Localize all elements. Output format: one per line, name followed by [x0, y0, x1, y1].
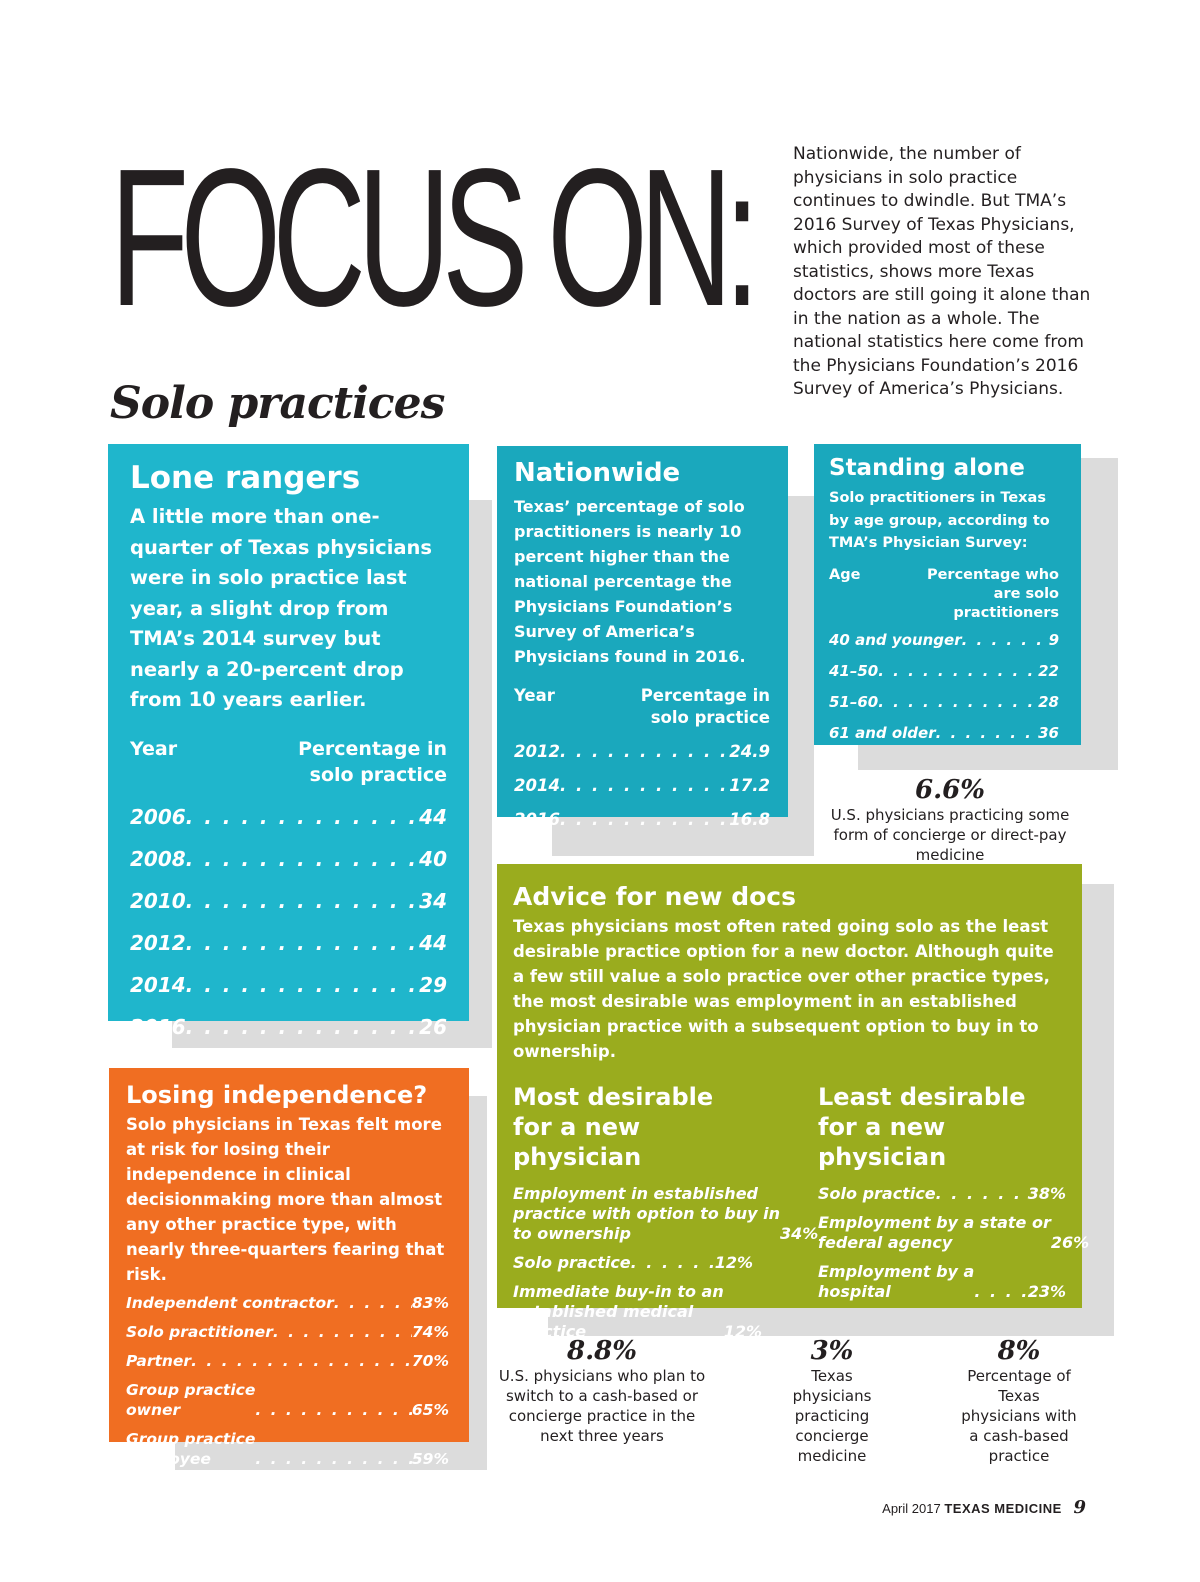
row-value: 34 [419, 888, 447, 913]
dot-leader [186, 888, 419, 914]
row-value: 23% [1027, 1282, 1066, 1301]
dot-leader [974, 1282, 1027, 1302]
dot-leader [560, 775, 729, 797]
row-value: 70% [411, 1352, 449, 1370]
footer-date: April 2017 [882, 1501, 941, 1516]
row-label: 2008 [130, 846, 186, 871]
stat-value: 6.6% [915, 775, 985, 805]
col-percentage: Percentage who are solo practitioners [926, 566, 1059, 621]
standing-alone-rows [829, 630, 1059, 743]
row-label: 2010 [130, 888, 186, 913]
dot-leader [936, 1184, 1028, 1204]
dot-leader [962, 630, 1049, 650]
col-percentage: Percentage in solo practice [298, 737, 447, 786]
row-label: Solo practitioner [126, 1323, 273, 1341]
least-desirable-column [818, 1082, 1090, 1342]
row-label: Employment by a hospital [818, 1262, 975, 1301]
dot-leader [186, 1014, 419, 1040]
row-label: Partner [126, 1352, 192, 1370]
standing-alone-header [829, 566, 1059, 623]
desirability-row [513, 1184, 819, 1244]
lone-rangers-title: Lone rangers [130, 460, 361, 496]
intro-paragraph: Nationwide, the number of physicians in solo practice continues to dwindle. But TMA’s 2016 Survey of Texas Physicians, which provided most of these statistics, shows more Texas doctors are still going it alone than in the nation as a whole. The national statistics here come from the Physicians Foundation’s 2016 Survey of America’s Physicians. [793, 144, 1091, 399]
row-value: 38% [1027, 1184, 1066, 1203]
stat-value: 3% [810, 1336, 854, 1366]
data-row [514, 809, 770, 831]
stat-text: U.S. physicians who plan to switch to a cash-based or concierge practice in the next three years [498, 1367, 706, 1445]
row-value: 59% [411, 1450, 449, 1468]
dot-leader [186, 972, 419, 998]
page-footer [882, 1497, 1086, 1518]
least-desirable-rows [818, 1184, 1090, 1302]
page-title: FOCUS ON: [110, 128, 752, 347]
desirability-row [513, 1253, 753, 1273]
row-value: 36 [1038, 723, 1059, 742]
dot-leader [878, 661, 1038, 681]
page-subtitle: Solo practices [110, 378, 445, 429]
nationwide-title: Nationwide [514, 458, 681, 488]
row-value: 17.2 [729, 776, 770, 795]
row-label: 2014 [130, 972, 186, 997]
row-label: Group practice owner [126, 1381, 256, 1419]
row-value: 26% [1050, 1233, 1090, 1252]
row-value: 34% [780, 1224, 819, 1243]
col-year: Year [130, 737, 178, 760]
dot-leader [936, 723, 1039, 743]
data-row [829, 630, 1059, 650]
risk-row [126, 1351, 449, 1371]
losing-title: Losing independence? [126, 1081, 428, 1109]
row-label: Solo practice [513, 1253, 631, 1272]
stat-text: U.S. physicians practicing some form of concierge or direct-pay medicine [830, 806, 1070, 864]
stat-cash-switch [496, 1336, 708, 1446]
stat-text: Texas physicians practicing concierge medicine [792, 1367, 872, 1465]
data-row [829, 661, 1059, 681]
row-label: 2016 [514, 810, 560, 829]
col-age: Age [829, 566, 861, 583]
data-row [514, 775, 770, 797]
lone-rangers-panel [108, 444, 469, 1039]
data-row [130, 972, 447, 998]
dot-leader [273, 1322, 412, 1342]
nationwide-panel [497, 446, 788, 829]
stat-concierge [812, 775, 1088, 865]
row-value: 83% [411, 1294, 449, 1312]
desirability-row [818, 1184, 1066, 1204]
row-value: 65% [411, 1401, 449, 1419]
stat-text: Percentage of Texas physicians with a cash-based practice [961, 1367, 1077, 1465]
row-label: 2014 [514, 776, 560, 795]
page-number: 9 [1073, 1497, 1086, 1518]
row-label: 51–60 [829, 692, 879, 711]
data-row [829, 692, 1059, 712]
row-value: 44 [419, 930, 447, 955]
losing-lead: Solo physicians in Texas felt more at risk for losing their independence in clinical decisionmaking more than almost any other practice type, with nearly three-quarters fearing that risk. [126, 1115, 445, 1284]
dot-leader [878, 692, 1038, 712]
advice-columns [513, 1082, 1090, 1342]
row-value: 12% [723, 1322, 763, 1341]
row-value: 22 [1038, 661, 1059, 680]
data-row [130, 1014, 447, 1040]
row-value: 9 [1048, 630, 1059, 649]
row-value: 40 [419, 846, 447, 871]
most-desirable-rows [513, 1184, 819, 1342]
row-label: 41–50 [829, 661, 879, 680]
desirability-row [818, 1213, 1090, 1253]
data-row [130, 930, 447, 956]
row-label: Independent contractor [126, 1294, 334, 1312]
dot-leader [560, 741, 729, 763]
row-label: 40 and younger [829, 630, 962, 649]
lone-rangers-lead: A little more than one-quarter of Texas physicians were in solo practice last year, a slight drop from TMA’s 2014 survey but nearly a 20-percent drop from 10 years earlier. [130, 505, 433, 711]
data-row [130, 888, 447, 914]
col-percentage: Percentage in solo practice [640, 686, 770, 727]
losing-rows [126, 1293, 449, 1469]
row-value: 74% [411, 1323, 449, 1341]
lone-rangers-header [130, 736, 447, 788]
stat-texas-concierge [764, 1336, 900, 1466]
dot-leader [186, 846, 419, 872]
data-row [829, 723, 1059, 743]
row-value: 24.9 [729, 742, 770, 761]
row-value: 28 [1038, 692, 1059, 711]
risk-row [126, 1322, 449, 1342]
footer-publication: TEXAS MEDICINE [944, 1501, 1062, 1516]
stat-texas-cash [944, 1336, 1094, 1466]
risk-row [126, 1429, 449, 1469]
dot-leader [186, 930, 419, 956]
risk-row [126, 1380, 449, 1420]
desirability-row [513, 1282, 763, 1342]
standing-alone-panel [814, 444, 1081, 745]
row-value: 29 [419, 972, 447, 997]
row-label: 2016 [130, 1014, 186, 1039]
data-row [514, 741, 770, 763]
row-label: 2006 [130, 804, 186, 829]
losing-independence-panel [109, 1068, 469, 1468]
row-value: 26 [419, 1014, 447, 1039]
row-label: Group practice employee [126, 1430, 256, 1468]
nationwide-lead: Texas’ percentage of solo practitioners is nearly 10 percent higher than the national percentage the Physicians Foundation’s Survey of America’s Physicians found in 2016. [514, 497, 746, 666]
data-row [130, 804, 447, 830]
most-desirable-column [513, 1082, 819, 1342]
dot-leader [334, 1293, 412, 1313]
lone-rangers-rows [130, 804, 447, 1040]
advice-title: Advice for new docs [513, 882, 796, 911]
row-label: 61 and older [829, 723, 936, 742]
dot-leader [186, 804, 419, 830]
row-value: 12% [714, 1253, 753, 1272]
risk-row [126, 1293, 449, 1313]
row-label: 2012 [514, 742, 560, 761]
dot-leader [255, 1449, 412, 1469]
row-label: Immediate buy-in to an established medical practice [513, 1282, 724, 1341]
dot-leader [191, 1351, 412, 1371]
most-desirable-title: Most desirable for a new physician [513, 1083, 714, 1171]
standing-alone-title: Standing alone [829, 455, 1025, 481]
nationwide-header [514, 685, 770, 729]
row-value: 44 [419, 804, 447, 829]
advice-lead: Texas physicians most often rated going solo as the least desirable practice option for a new doctor. Although quite a few still value a solo practice over other practice types, the most desirable was employment in an established physician practice with a subsequent option to buy in to ownership. [513, 917, 1054, 1061]
nationwide-rows [514, 741, 770, 831]
advice-panel [497, 864, 1090, 1341]
dot-leader [560, 809, 729, 831]
row-label: Solo practice [818, 1184, 936, 1203]
standing-alone-lead: Solo practitioners in Texas by age group, according to TMA’s Physician Survey: [829, 490, 1050, 551]
row-label: Employment in established practice with option to buy in to ownership [513, 1184, 780, 1243]
stat-value: 8% [997, 1336, 1041, 1366]
desirability-row [818, 1262, 1066, 1302]
dot-leader [631, 1253, 715, 1273]
row-label: 2012 [130, 930, 186, 955]
data-row [130, 846, 447, 872]
col-year: Year [514, 686, 555, 705]
row-value: 16.8 [729, 810, 770, 829]
stat-value: 8.8% [567, 1336, 637, 1366]
least-desirable-title: Least desirable for a new physician [818, 1083, 1026, 1171]
dot-leader [255, 1400, 412, 1420]
row-label: Employment by a state or federal agency [818, 1213, 1051, 1252]
